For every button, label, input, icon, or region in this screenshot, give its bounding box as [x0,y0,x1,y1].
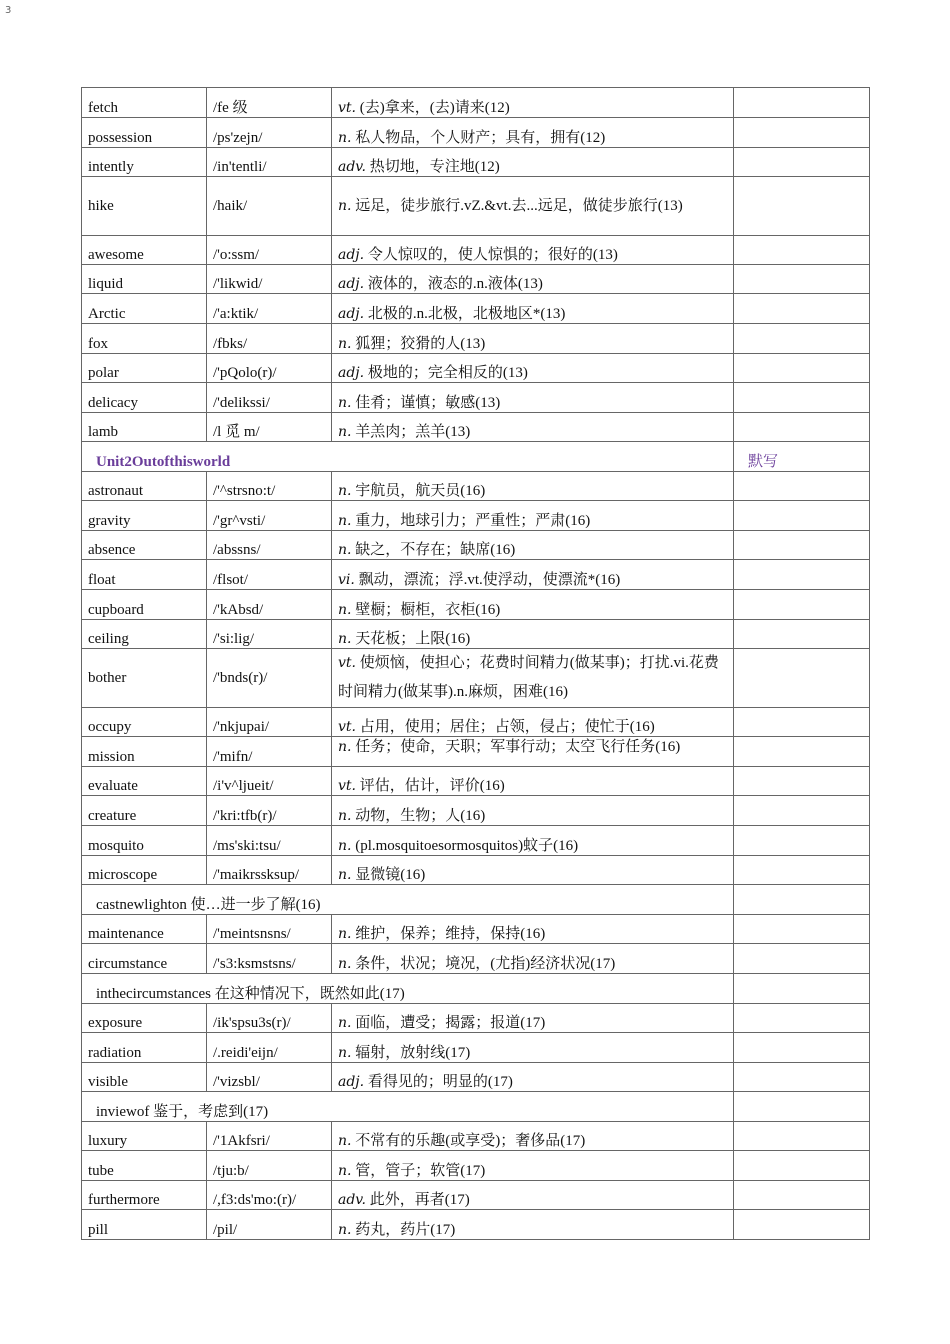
phonetic-cell: /'delikssi/ [207,383,332,413]
dictation-cell [734,118,870,148]
word-cell: bother [82,649,207,708]
word-cell: fox [82,324,207,354]
vocab-row [82,944,870,974]
meaning: 远足，徒步旅行.vZ.&vt.去...远足，做徒步旅行(13) [351,197,683,214]
vocab-row [82,1151,870,1181]
phonetic-cell: /i'v^ljueit/ [207,767,332,796]
meaning: 此外，再者(17) [366,1192,470,1208]
dictation-cell [734,1181,870,1210]
phonetic-cell: /'kri:tfb(r)/ [207,796,332,826]
meaning: 天花板；上限(16) [351,631,471,647]
phonetic-cell: /'mifn/ [207,737,332,767]
definition-cell [332,148,734,177]
part-of-speech: n. [338,631,352,647]
part-of-speech: vi. [338,572,355,588]
phonetic-cell: /in'tentli/ [207,148,332,177]
vocab-row [82,118,870,148]
vocab-row [82,148,870,177]
definition-cell [332,118,734,148]
vocab-row [82,1004,870,1033]
meaning: 佳肴；谨慎；敏感(13) [351,395,501,411]
meaning: 极地的；完全相反的(13) [364,365,528,381]
word-cell: maintenance [82,915,207,944]
phonetic-cell: /'^strsno:t/ [207,472,332,501]
word-cell: awesome [82,236,207,265]
vocab-row [82,826,870,856]
definition-cell [332,1181,734,1210]
dictation-cell [734,560,870,590]
word-cell: ceiling [82,620,207,649]
word-cell: visible [82,1063,207,1092]
word-cell: pill [82,1210,207,1240]
dictation-cell [734,265,870,294]
dictation-cell [734,590,870,620]
definition-cell [332,413,734,442]
vocab-row [82,265,870,294]
word-cell: creature [82,796,207,826]
vocab-row [82,383,870,413]
vocab-row [82,236,870,265]
part-of-speech: vt. [338,719,356,735]
phonetic-cell: /'1Akfsri/ [207,1122,332,1151]
vocabulary-table [81,87,870,1240]
definition-cell [332,915,734,944]
definition-cell [332,826,734,856]
word-cell: exposure [82,1004,207,1033]
definition-cell [332,590,734,620]
meaning: 条件，状况；境况，(尤指)经济状况(17) [351,956,616,972]
dictation-cell [734,737,870,767]
definition-cell [332,354,734,383]
phonetic-cell: /.reidi'eijn/ [207,1033,332,1063]
part-of-speech: n. [338,130,352,146]
meaning: 显微镜(16) [351,867,426,883]
phonetic-cell: /'kAbsd/ [207,590,332,620]
part-of-speech: n. [338,542,352,558]
phrase-row [82,885,870,915]
phonetic-cell: /ps'zejn/ [207,118,332,148]
word-cell: circumstance [82,944,207,974]
meaning: 重力，地球引力；严重性；严肃(16) [351,513,591,529]
meaning: 动物，生物；人(16) [351,808,486,824]
phonetic-cell: /'s3:ksmstsns/ [207,944,332,974]
phonetic-cell: /'si:lig/ [207,620,332,649]
vocab-row [82,620,870,649]
word-cell: absence [82,531,207,560]
dictation-label: 默写 [734,442,870,472]
phonetic-cell: /'pQolo(r)/ [207,354,332,383]
dictation-cell [734,796,870,826]
definition-cell [332,620,734,649]
vocab-row [82,1122,870,1151]
word-cell: tube [82,1151,207,1181]
unit-title: Unit2Outofthisworld [82,442,734,472]
definition-cell [332,944,734,974]
part-of-speech: adj. [338,247,365,263]
vocab-row [82,413,870,442]
part-of-speech: adv. [338,1192,367,1208]
meaning: 令人惊叹的，使人惊惧的；很好的(13) [364,247,618,263]
vocab-row [82,531,870,560]
phonetic-cell: /ik'spsu3s(r)/ [207,1004,332,1033]
dictation-cell [734,885,870,915]
part-of-speech: n. [338,336,352,352]
word-cell: radiation [82,1033,207,1063]
part-of-speech: n. [338,808,352,824]
vocab-row [82,737,870,767]
phonetic-cell: /'o:ssm/ [207,236,332,265]
part-of-speech: n. [338,1015,352,1031]
dictation-cell [734,1122,870,1151]
definition-cell [332,294,734,324]
definition-cell [332,1004,734,1033]
phonetic-cell: /'likwid/ [207,265,332,294]
definition-cell [332,472,734,501]
word-cell: float [82,560,207,590]
dictation-cell [734,1063,870,1092]
vocab-row [82,1210,870,1240]
definition-cell [332,1122,734,1151]
meaning: 缺之，不存在；缺席(16) [351,542,516,558]
dictation-cell [734,649,870,708]
part-of-speech: n. [338,956,352,972]
vocab-row [82,1033,870,1063]
word-cell: occupy [82,708,207,737]
dictation-cell [734,472,870,501]
part-of-speech: n. [338,1045,352,1061]
phonetic-cell: /'maikrssksup/ [207,856,332,885]
meaning: 宇航员，航天员(16) [351,483,486,499]
meaning: 评估，估计，评价(16) [356,778,505,794]
dictation-cell [734,383,870,413]
meaning: 液体的，液态的.n.液体(13) [364,276,543,292]
definition-cell [332,856,734,885]
word-cell: Arctic [82,294,207,324]
dictation-cell [734,1004,870,1033]
page-number: 3 [5,5,12,16]
phrase-cell: inviewof 鉴于，考虑到(17) [82,1092,734,1122]
definition-cell [332,1151,734,1181]
dictation-cell [734,324,870,354]
word-cell: luxury [82,1122,207,1151]
meaning: 热切地，专注地(12) [366,159,500,175]
word-cell: hike [82,177,207,236]
phrase-cell: castnewlighton 使…进一步了解(16) [82,885,734,915]
vocab-row [82,1181,870,1210]
phonetic-cell: /flsot/ [207,560,332,590]
meaning: 北极的.n.北极，北极地区*(13) [364,306,566,322]
definition-cell [332,501,734,531]
dictation-cell [734,826,870,856]
definition-cell [332,649,734,708]
dictation-cell [734,1092,870,1122]
part-of-speech: n. [338,395,352,411]
word-cell: furthermore [82,1181,207,1210]
word-cell: microscope [82,856,207,885]
part-of-speech: adj. [338,1074,365,1090]
phrase-row [82,974,870,1004]
dictation-cell [734,531,870,560]
dictation-cell [734,236,870,265]
part-of-speech: n. [338,1133,352,1149]
vocab-row [82,472,870,501]
meaning: (去)拿来，(去)请来(12) [356,100,510,116]
definition-cell [332,236,734,265]
vocab-row [82,354,870,383]
part-of-speech: n. [338,739,352,755]
meaning: 狐狸；狡猾的人(13) [351,336,486,352]
vocab-row [82,649,870,708]
dictation-cell [734,1151,870,1181]
part-of-speech: n. [338,1163,352,1179]
word-cell: fetch [82,88,207,118]
dictation-cell [734,148,870,177]
definition-cell [332,265,734,294]
word-cell: astronaut [82,472,207,501]
part-of-speech: n. [338,1222,352,1238]
word-cell: intently [82,148,207,177]
dictation-cell [734,1033,870,1063]
word-cell: cupboard [82,590,207,620]
phonetic-cell: /fe 级 [207,88,332,118]
phonetic-cell: /pil/ [207,1210,332,1240]
dictation-cell [734,915,870,944]
phonetic-cell: /l 觅 m/ [207,413,332,442]
phrase-row [82,1092,870,1122]
meaning: 壁橱；橱柜，衣柜(16) [351,602,501,618]
meaning: 不常有的乐趣(或享受)；奢侈品(17) [351,1133,586,1149]
dictation-cell [734,294,870,324]
word-cell: liquid [82,265,207,294]
vocab-row [82,177,870,236]
dictation-cell [734,501,870,531]
part-of-speech: n. [338,513,352,529]
phonetic-cell: /ms'ski:tsu/ [207,826,332,856]
meaning: 飘动，漂流；浮.vt.使浮动，使漂流*(16) [354,572,621,588]
part-of-speech: vt. [338,655,356,671]
phonetic-cell: /'meintsnsns/ [207,915,332,944]
meaning: 占用，使用；居住；占领，侵占；使忙于(16) [356,719,655,735]
part-of-speech: vt. [338,778,356,794]
vocab-row [82,796,870,826]
part-of-speech: adj. [338,306,365,322]
dictation-cell [734,354,870,383]
word-cell: evaluate [82,767,207,796]
part-of-speech: n. [338,867,352,883]
phonetic-cell: /fbks/ [207,324,332,354]
vocab-row [82,1063,870,1092]
part-of-speech: adj. [338,365,365,381]
definition-cell [332,383,734,413]
phonetic-cell: /tju:b/ [207,1151,332,1181]
definition-cell [332,1033,734,1063]
dictation-cell [734,708,870,737]
definition-cell [332,1210,734,1240]
definition-cell [332,560,734,590]
meaning: 药丸，药片(17) [351,1222,456,1238]
phrase-cell: inthecircumstances 在这种情况下，既然如此(17) [82,974,734,1004]
dictation-cell [734,767,870,796]
definition-cell [332,531,734,560]
meaning: 辐射，放射线(17) [351,1045,471,1061]
vocab-row [82,767,870,796]
word-cell: mosquito [82,826,207,856]
meaning: 羊羔肉；羔羊(13) [351,424,471,440]
definition-cell [332,177,734,236]
phonetic-cell: /,f3:ds'mo:(r)/ [207,1181,332,1210]
vocab-row [82,501,870,531]
phonetic-cell: /haik/ [207,177,332,236]
part-of-speech: n. [338,424,352,440]
vocab-row [82,324,870,354]
vocab-row [82,294,870,324]
vocab-row [82,88,870,118]
part-of-speech: n. [338,197,352,214]
phonetic-cell: /'vizsbl/ [207,1063,332,1092]
phonetic-cell: /'nkjupai/ [207,708,332,737]
meaning: 看得见的；明显的(17) [364,1074,513,1090]
definition-cell [332,737,734,767]
meaning: 管，管子；软管(17) [351,1163,486,1179]
word-cell: lamb [82,413,207,442]
meaning: (pl.mosquitoesormosquitos)蚊子(16) [351,838,579,854]
phonetic-cell: /'a:ktik/ [207,294,332,324]
meaning: 任务；使命，天职；军事行动；太空飞行任务(16) [351,739,681,755]
word-cell: delicacy [82,383,207,413]
phonetic-cell: /'gr^vsti/ [207,501,332,531]
definition-cell [332,767,734,796]
meaning: 使烦恼，使担心；花费时间精力(做某事)；打扰.vi.花费时间精力(做某事).n.麻烦，困难(16) [338,655,719,700]
dictation-cell [734,944,870,974]
dictation-cell [734,620,870,649]
phonetic-cell: /abssns/ [207,531,332,560]
part-of-speech: n. [338,926,352,942]
word-cell: polar [82,354,207,383]
dictation-cell [734,88,870,118]
unit-heading-row [82,442,870,472]
vocab-row [82,915,870,944]
definition-cell [332,324,734,354]
part-of-speech: vt. [338,100,356,116]
vocab-row [82,560,870,590]
vocab-row [82,708,870,737]
definition-cell [332,708,734,737]
dictation-cell [734,856,870,885]
word-cell: gravity [82,501,207,531]
definition-cell [332,796,734,826]
dictation-cell [734,177,870,236]
definition-cell [332,1063,734,1092]
dictation-cell [734,974,870,1004]
part-of-speech: adv. [338,159,367,175]
meaning: 维护，保养；维持，保持(16) [351,926,546,942]
part-of-speech: n. [338,602,352,618]
dictation-cell [734,1210,870,1240]
word-cell: mission [82,737,207,767]
meaning: 私人物品，个人财产；具有，拥有(12) [351,130,606,146]
phonetic-cell: /'bnds(r)/ [207,649,332,708]
dictation-cell [734,413,870,442]
word-cell: possession [82,118,207,148]
part-of-speech: adj. [338,276,365,292]
part-of-speech: n. [338,838,352,854]
part-of-speech: n. [338,483,352,499]
vocab-row [82,856,870,885]
definition-cell [332,88,734,118]
meaning: 面临，遭受；揭露；报道(17) [351,1015,546,1031]
vocab-row [82,590,870,620]
